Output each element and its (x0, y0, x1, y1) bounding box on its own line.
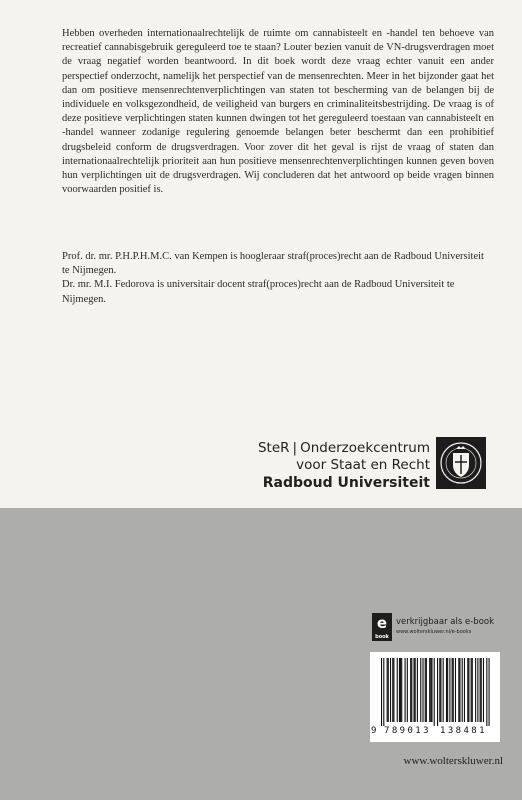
ster-label: SteR (257, 440, 290, 456)
barcode-bar (413, 658, 414, 722)
barcode-bar (430, 658, 431, 722)
barcode-bar (422, 658, 423, 722)
barcode-bar (440, 658, 441, 722)
logo-line-3: Radboud Universiteit (262, 475, 430, 491)
barcode-bar (388, 658, 389, 722)
barcode-bar (452, 658, 453, 722)
barcode-digits-right: 138481 (440, 726, 487, 736)
publisher-website: www.wolterskluwer.nl (403, 755, 503, 767)
isbn-barcode (370, 652, 500, 742)
radboud-seal-icon (436, 437, 486, 489)
ebook-notice (372, 613, 500, 643)
barcode-bar (399, 658, 400, 722)
barcode-bar (415, 658, 416, 722)
barcode-bar (410, 658, 411, 722)
barcode-bar (439, 658, 440, 722)
barcode-digits (370, 726, 500, 740)
barcode-bar (471, 658, 472, 722)
barcode-bar (411, 658, 412, 722)
barcode-bar (455, 658, 456, 722)
barcode-bar (446, 658, 447, 722)
barcode-bar (462, 658, 463, 722)
back-cover-blurb (62, 27, 494, 211)
barcode-bar (443, 658, 444, 722)
logo-separator: | (292, 440, 298, 456)
barcode-bars (370, 652, 500, 726)
barcode-bar (407, 658, 408, 722)
barcode-bar (467, 658, 468, 722)
barcode-bar (393, 658, 394, 722)
barcode-bar (464, 658, 465, 722)
author-bio-fedorova: Dr. mr. M.I. Fedorova is universitair docent straf(proces)recht aan de Radboud Universiteit te Nijmegen. (62, 279, 455, 305)
barcode-bar (397, 658, 398, 722)
barcode-digit-first: 9 (371, 726, 377, 736)
author-bio-kempen: Prof. dr. mr. P.H.P.H.M.C. van Kempen is hoogleraar straf(proces)recht aan de Radboud Universiteit te Nijmegen. (62, 251, 484, 277)
barcode-digits-left: 789013 (384, 726, 431, 736)
blurb-paragraph: Hebben overheden internationaalrechtelijk de ruimte om cannabisteelt en -handel ten behoeve van recreatief cannabisgebruik gereguleerd toe te staan? Louter bezien vanuit de VN-drugsverdragen moet de vraag negatief worden beantwoord. In dit boek wordt deze vraag echter vanuit een ander perspectief onderzocht, namelijk het perspectief van de mensenrechten. Meer in het bijzonder gaat het dan om positieve mensenrechtenverplichtingen van staten tot bescherming van de belangen bij de individuele en volksgezondheid, de veiligheid van burgers en criminaliteitsbestrijding. De vraag is of deze positieve verplichtingen staten kunnen dwingen tot het gereguleerd toestaan van cannabisteelt en -handel wanneer zodanige regulering genoemde belangen beter beschermt dan een prohibitief drugsbeleid conform de drugsverdragen. Voor zover dit het geval is rijst de vraag of staten dan internationaalrechtelijk prioriteit aan hun positieve mensenrechtenverplichtingen kunnen geven boven hun verplichtingen uit de drugsverdragen. Wij concluderen dat het antwoord op beide vragen binnen voorwaarden positief is. (62, 28, 494, 196)
barcode-bar (489, 658, 490, 726)
barcode-bar (431, 658, 432, 722)
barcode-bar (420, 658, 421, 722)
barcode-bar (458, 658, 459, 722)
barcode-bar (383, 658, 384, 726)
barcode-bar (483, 658, 484, 722)
barcode-bar (472, 658, 473, 722)
ebook-url: www.wolterskluwer.nl/e-books (396, 629, 472, 635)
barcode-bar (426, 658, 427, 722)
author-bios (62, 250, 494, 307)
barcode-bar (449, 658, 450, 722)
logo-line-1: Onderzoekcentrum (300, 440, 430, 456)
barcode-bar (480, 658, 481, 722)
barcode-bar (434, 658, 435, 726)
barcode-bar (390, 658, 391, 722)
barcode-bar (400, 658, 401, 722)
barcode-bar (417, 658, 418, 722)
barcode-bar (381, 658, 382, 726)
barcode-bar (447, 658, 448, 722)
barcode-bar (387, 658, 388, 722)
barcode-bar (475, 658, 476, 722)
barcode-bar (477, 658, 478, 722)
barcode-bar (453, 658, 454, 722)
ster-logo-text (258, 440, 430, 492)
barcode-bar (468, 658, 469, 722)
barcode-bar (437, 658, 438, 726)
ebook-title: verkrijgbaar als e-book (396, 617, 495, 627)
barcode-bar (459, 658, 460, 722)
barcode-bar (486, 658, 487, 726)
barcode-bar (405, 658, 406, 722)
barcode-bar (481, 658, 482, 722)
barcode-bar (392, 658, 393, 722)
ebook-icon: e book (372, 613, 392, 641)
barcode-bar (401, 658, 402, 722)
barcode-bar (425, 658, 426, 722)
logo-line-2: voor Staat en Recht (296, 457, 430, 473)
barcode-bar (429, 658, 430, 722)
